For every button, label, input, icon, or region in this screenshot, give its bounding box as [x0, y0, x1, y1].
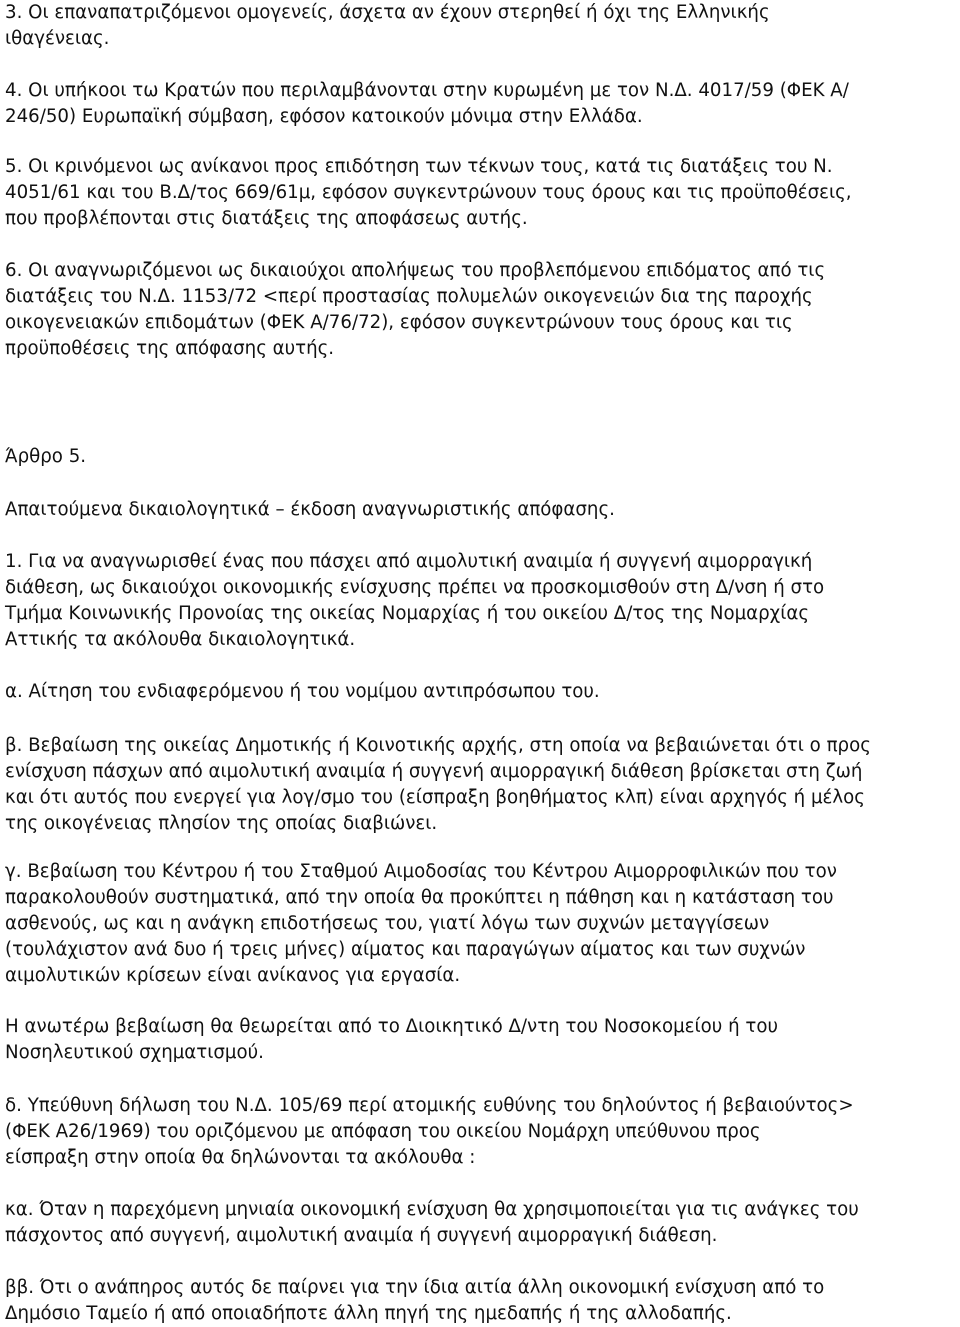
text-line: της οικογένειας πλησίον της οποίας διαβιώνει. — [5, 813, 438, 834]
text-line: Δημόσιο Ταμείο ή από οποιαδήποτε άλλη πηγή της ημεδαπής ή της αλλοδαπής. — [5, 1303, 732, 1324]
text-line: δ. Υπεύθυνη δήλωση του Ν.Δ. 105/69 περί ατομικής ευθύνης του δηλούντος ή βεβαιούντος> — [5, 1095, 854, 1116]
text-line: ασθενούς, ως και η ανάγκη επιδοτήσεως του, γιατί λόγω των συχνών μεταγγίσεων — [5, 913, 770, 934]
paragraph-art5-item-a — [5, 679, 600, 705]
paragraph-art5-item-d — [5, 1093, 854, 1171]
paragraph-item-5 — [5, 154, 852, 232]
text-line: 1. Για να αναγνωρισθεί ένας που πάσχει από αιμολυτική αναιμία ή συγγενή αιμορραγική — [5, 551, 813, 572]
paragraph-art5-item-1 — [5, 549, 824, 653]
text-line: Η ανωτέρω βεβαίωση θα θεωρείται από το Διοικητικό Δ/ντη του Νοσοκομείου ή του — [5, 1016, 778, 1037]
paragraph-art5-item-ka — [5, 1197, 859, 1249]
text-line: προϋποθέσεις της απόφασης αυτής. — [5, 338, 335, 359]
text-line: β. Βεβαίωση της οικείας Δημοτικής ή Κοινοτικής αρχής, στη οποία να βεβαιώνεται ότι ο προς — [5, 735, 871, 756]
text-line: παρακολουθούν συστηματικά, από την οποία θα προκύπτει η πάθηση και η κατάσταση του — [5, 887, 834, 908]
paragraph-art5-note — [5, 1014, 778, 1066]
text-line: αιμολυτικών κρίσεων είναι ανίκανος για εργασία. — [5, 965, 461, 986]
text-line: ββ. Ότι ο ανάπηρος αυτός δε παίρνει για την ίδια αιτία άλλη οικονομική ενίσχυση από το — [5, 1277, 825, 1298]
text-line: οικογενειακών επιδομάτων (ΦΕΚ Α/76/72), εφόσον συγκεντρώνουν τους όρους και τις — [5, 312, 793, 333]
paragraph-art5-item-c — [5, 859, 837, 989]
text-line: 246/50) Ευρωπαϊκή σύμβαση, εφόσον κατοικούν μόνιμα στην Ελλάδα. — [5, 106, 643, 127]
paragraph-art5-item-bb — [5, 1275, 824, 1327]
article-title: Άρθρο 5. — [5, 446, 87, 467]
text-line: πάσχοντος από συγγενή, αιμολυτική αναιμία ή συγγενή αιμορραγική διάθεση. — [5, 1225, 718, 1246]
text-line: Νοσηλευτικού σχηματισμού. — [5, 1042, 264, 1063]
text-line: διατάξεις του Ν.Δ. 1153/72 <περί προστασίας πολυμελών οικογενειών δια της παροχής — [5, 286, 813, 307]
paragraph-item-3 — [5, 0, 770, 52]
text-line: κα. Όταν η παρεχόμενη μηνιαία οικονομική ενίσχυση θα χρησιμοποιείται για τις ανάγκες του — [5, 1199, 859, 1220]
text-line: Τμήμα Κοινωνικής Προνοίας της οικείας Νομαρχίας ή του οικείου Δ/τος της Νομαρχίας — [5, 603, 810, 624]
text-line: που προβλέπονται στις διατάξεις της αποφάσεως αυτής. — [5, 208, 528, 229]
text-line: 5. Οι κρινόμενοι ως ανίκανοι προς επιδότηση των τέκνων τους, κατά τις διατάξεις του Ν. — [5, 156, 833, 177]
text-line: Αττικής τα ακόλουθα δικαιολογητικά. — [5, 629, 356, 650]
text-line: α. Αίτηση του ενδιαφερόμενου ή του νομίμου αντιπρόσωπου του. — [5, 681, 600, 702]
text-line: και ότι αυτός που ενεργεί για λογ/σμο του (είσπραξη βοηθήματος κλπ) είναι αρχηγός ή μέλος — [5, 787, 865, 808]
text-line: διάθεση, ως δικαιούχοι οικονομικής ενίσχυσης πρέπει να προσκομισθούν στη Δ/νση ή στο — [5, 577, 825, 598]
text-line: 6. Οι αναγνωριζόμενοι ως δικαιούχοι απολήψεως του προβλεπόμενου επιδόματος από τις — [5, 260, 826, 281]
text-line: ιθαγένειας. — [5, 28, 110, 49]
paragraph-art5-item-b — [5, 733, 871, 837]
article-heading — [5, 444, 86, 470]
text-line: γ. Βεβαίωση του Κέντρου ή του Σταθμού Αιμοδοσίας του Κέντρου Αιμορροφιλικών που τον — [5, 861, 837, 882]
text-line: είσπραξη στην οποία θα δηλώνονται τα ακόλουθα : — [5, 1147, 476, 1168]
text-line: 4. Οι υπήκοοι τω Κρατών που περιλαμβάνονται στην κυρωμένη με τον Ν.Δ. 4017/59 (ΦΕΚ Α/ — [5, 80, 849, 101]
paragraph-item-6 — [5, 258, 825, 362]
text-line: ενίσχυση πάσχων από αιμολυτική αναιμία ή συγγενή αιμορραγική διάθεση βρίσκεται στη ζωή — [5, 761, 863, 782]
text-line: 4051/61 και του Β.Δ/τος 669/61μ, εφόσον συγκεντρώνουν τους όρους και τις προϋποθέσεις, — [5, 182, 852, 203]
text-line: 3. Οι επαναπατριζόμενοι ομογενείς, άσχετα αν έχουν στερηθεί ή όχι της Ελληνικής — [5, 2, 770, 23]
text-line: (ΦΕΚ Α26/1969) του οριζόμενου με απόφαση του οικείου Νομάρχη υπεύθυνου προς — [5, 1121, 761, 1142]
article-subtitle — [5, 497, 615, 523]
paragraph-item-4 — [5, 78, 849, 130]
text-line: (τουλάχιστον ανά δυο ή τρεις μήνες) αίματος και παραγώγων αίματος και των συχνών — [5, 939, 806, 960]
article-subtitle-text: Απαιτούμενα δικαιολογητικά – έκδοση αναγνωριστικής απόφασης. — [5, 499, 615, 520]
